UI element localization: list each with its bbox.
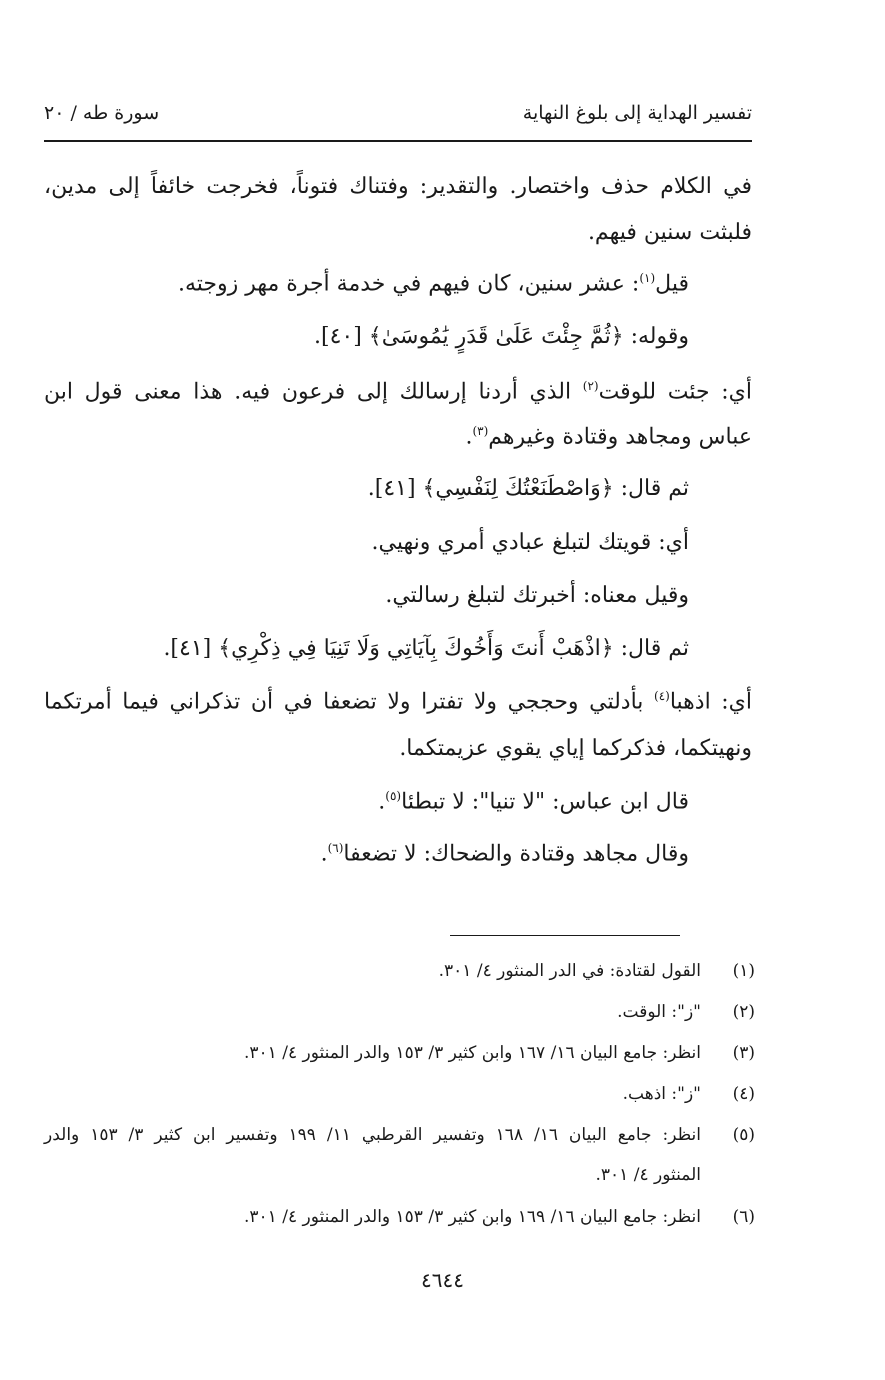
body-line-10: ثم قال: ﴿اذْهَبْ أَنتَ وَأَخُوكَ بِآيَاتِي وَلَا تَنِيَا فِي ذِكْرِي﴾ [٤١].: [163, 636, 689, 661]
footnote-text: انظر: جامع البيان ١٦/ ١٦٨ وتفسير القرطبي ١١/ ١٩٩ وتفسير ابن كثير ٣/ ١٥٣ والدر: [44, 1125, 701, 1145]
body-line-14: وقال مجاهد وقتادة والضحاك: لا تضعفا$^{(٦)}$.: [320, 841, 689, 867]
footnote-text: "ز": الوقت.: [617, 1002, 701, 1022]
footnote-number: (١): [732, 961, 755, 981]
body-line-1: في الكلام حذف واختصار. والتقدير: وفتناك فتوناً، فخرجت خائفاً إلى مدين،: [44, 174, 752, 199]
page-number: ٤٦٤٤: [421, 1268, 464, 1292]
footnote-ref-5: (٥): [385, 789, 402, 803]
footnote-5-continuation: المنثور ٤/ ٣٠١.: [595, 1165, 701, 1185]
footnote-text: "ز": اذهب.: [622, 1084, 701, 1104]
running-header: [44, 98, 752, 134]
body-line-13: قال ابن عباس: "لا تنيا": لا تبطئا$^{(٥)}$.: [378, 789, 689, 815]
body-line-11: أي: اذهبا$^{(٤)}$ بأدلتي وحججي ولا تفترا ولا تضعفا في أن تذكراني فيما أمرتكما: [44, 689, 752, 715]
book-title: تفسير الهداية إلى بلوغ النهاية: [522, 102, 752, 124]
header-rule: [44, 140, 752, 142]
footnote-number: (٢): [732, 1002, 755, 1022]
body-line-3: قيل$^{(١)}$: عشر سنين، كان فيهم في خدمة أجرة مهر زوجته.: [177, 271, 689, 297]
body-line-4: وقوله: ﴿ثُمَّ جِئْتَ عَلَىٰ قَدَرٍ يَٰمُوسَىٰ﴾ [٤٠].: [314, 324, 689, 349]
footnote-ref-3: (٣): [472, 424, 489, 438]
footnote-number: (٤): [732, 1084, 755, 1104]
body-line-7: ثم قال: ﴿وَاصْطَنَعْتُكَ لِنَفْسِي﴾ [٤١].: [367, 476, 689, 501]
footnote-ref-2: (٢): [582, 379, 599, 393]
footnote-ref-6: (٦): [327, 841, 344, 855]
footnote-number: (٦): [732, 1207, 755, 1227]
footnote-text: القول لقتادة: في الدر المنثور ٤/ ٣٠١.: [438, 961, 701, 981]
body-line-8: أي: قويتك لتبلغ عبادي أمري ونهيي.: [371, 530, 689, 555]
footnote-number: (٣): [732, 1043, 755, 1063]
footnote-separator: [450, 935, 680, 936]
body-line-12: ونهيتكما، فذكركما إياي يقوي عزيمتكما.: [399, 736, 752, 761]
body-line-6: عباس ومجاهد وقتادة وغيرهم$^{(٣)}$.: [465, 424, 752, 450]
footnote-ref-4: (٤): [654, 689, 670, 703]
footnote-text: انظر: جامع البيان ١٦/ ١٦٩ وابن كثير ٣/ ١٥٣ والدر المنثور ٤/ ٣٠١.: [244, 1207, 701, 1227]
body-line-5: أي: جئت للوقت$^{(٢)}$ الذي أردنا إرسالك إلى فرعون فيه. هذا معنى قول ابن: [44, 379, 752, 405]
surah-label: سورة طه / ٢٠: [44, 102, 160, 124]
body-line-2: فلبثت سنين فيهم.: [587, 220, 752, 245]
footnote-number: (٥): [732, 1125, 755, 1145]
footnote-text: انظر: جامع البيان ١٦/ ١٦٧ وابن كثير ٣/ ١٥٣ والدر المنثور ٤/ ٣٠١.: [244, 1043, 701, 1063]
footnote-ref-1: (١): [639, 271, 656, 285]
body-line-9: وقيل معناه: أخبرتك لتبلغ رسالتي.: [385, 583, 689, 608]
